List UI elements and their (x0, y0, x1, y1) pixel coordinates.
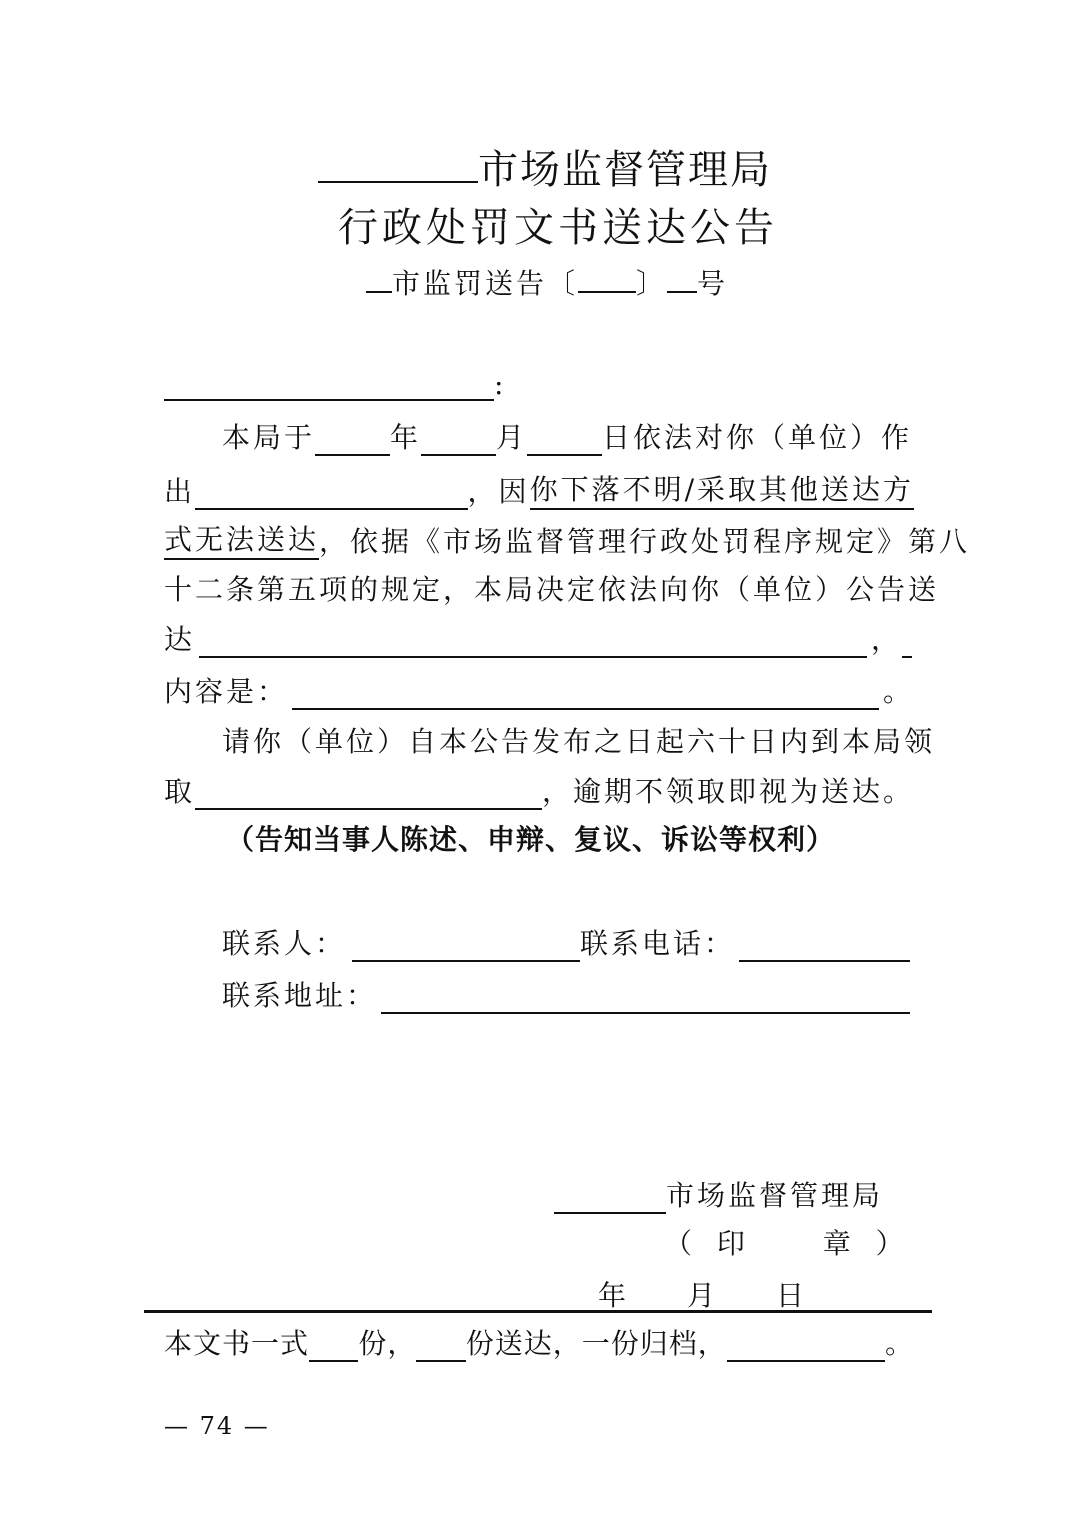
footer-divider (144, 1310, 932, 1313)
total-copies-blank (309, 1333, 358, 1362)
year-blank (315, 427, 390, 456)
date-year: 年 (598, 1279, 630, 1312)
text-segment: ，依据《市场监督管理行政处罚程序规定》第八 (319, 525, 971, 558)
region-blank (366, 264, 392, 293)
doc-no-suffix: 号 (697, 267, 729, 300)
contact-line-2 (222, 974, 914, 1014)
recipient-colon: : (494, 368, 507, 401)
collect-item-blank (195, 781, 542, 810)
paragraph-line-7 (222, 720, 936, 760)
text-segment: 月 (496, 421, 528, 454)
agency-name-blank (554, 1185, 666, 1214)
content-blank (292, 682, 879, 710)
signature-agency (554, 1174, 883, 1214)
text-segment: 日依法对你（单位）作 (602, 421, 913, 454)
paragraph-line-1 (222, 416, 912, 456)
paragraph-line-3 (164, 518, 971, 560)
contact-line-1 (222, 922, 914, 962)
text-segment: 本文书一式 (164, 1327, 310, 1360)
doc-no-prefix: 市监罚送告〔 (392, 267, 579, 300)
text-segment: 达 (164, 623, 196, 656)
paragraph-line-6 (164, 670, 914, 710)
document-title: 行政处罚文书送达公告 (338, 205, 778, 251)
day-blank (527, 427, 602, 456)
text-segment: 年 (390, 421, 422, 454)
recipient-line (164, 368, 524, 401)
text-segment: ，因 (467, 475, 530, 508)
agency-suffix: 市场监督管理局 (666, 1179, 884, 1212)
text-segment: ， (870, 623, 902, 656)
text-segment: 出 (164, 475, 196, 508)
text-segment: 十二条第五项的规定，本局决定依法向你（单位）公告送 (164, 573, 940, 606)
paragraph-line-8 (164, 770, 914, 810)
text-segment: 请你（单位）自本公告发布之日起六十日内到本局领 (222, 725, 936, 758)
rights-note: （告知当事人陈述、申辩、复议、诉讼等权利） (226, 823, 836, 856)
seal-placeholder: （ 印 章 ） (664, 1227, 912, 1260)
month-blank (421, 427, 496, 456)
agency-title-line (318, 138, 772, 195)
text-segment: 本局于 (222, 421, 316, 454)
document-number (366, 262, 728, 302)
contact-address-label: 联系地址： (222, 979, 378, 1012)
underlined-reason: 式无法送达 (164, 518, 319, 560)
doc-no-close: 〕 (636, 267, 668, 300)
copies-line (164, 1322, 914, 1362)
page-number: — 74 — (164, 1412, 270, 1440)
paragraph-line-4 (164, 568, 940, 608)
served-document-blank (199, 630, 867, 658)
decision-blank (195, 481, 468, 510)
text-segment: 份， (358, 1327, 417, 1360)
text-segment: 取 (164, 775, 196, 808)
text-segment: 份送达，一份归档， (465, 1327, 727, 1360)
served-copies-blank (416, 1333, 465, 1362)
agency-suffix: 市场监督管理局 (478, 147, 772, 193)
contact-person-blank (352, 933, 580, 962)
paragraph-line-2 (164, 468, 914, 510)
trailing-blank (902, 629, 912, 658)
other-blank (727, 1333, 885, 1362)
paragraph-line-5 (164, 618, 912, 658)
contact-person-label: 联系人： (222, 927, 347, 960)
date-month: 月 (687, 1279, 719, 1312)
signature-date (598, 1274, 807, 1314)
serial-blank (667, 264, 697, 293)
underlined-reason: 你下落不明/采取其他送达方 (530, 468, 914, 510)
text-segment: 。 (884, 1327, 914, 1360)
text-segment: 。 (882, 675, 914, 708)
content-label: 内容是： (164, 675, 289, 708)
text-segment: ，逾期不领取即视为送达。 (541, 775, 914, 808)
contact-address-blank (381, 986, 910, 1014)
agency-name-blank (318, 143, 478, 183)
contact-phone-blank (739, 934, 910, 962)
contact-phone-label: 联系电话： (580, 927, 736, 960)
year-blank (578, 264, 636, 293)
recipient-blank (164, 372, 494, 401)
date-day: 日 (776, 1279, 808, 1312)
